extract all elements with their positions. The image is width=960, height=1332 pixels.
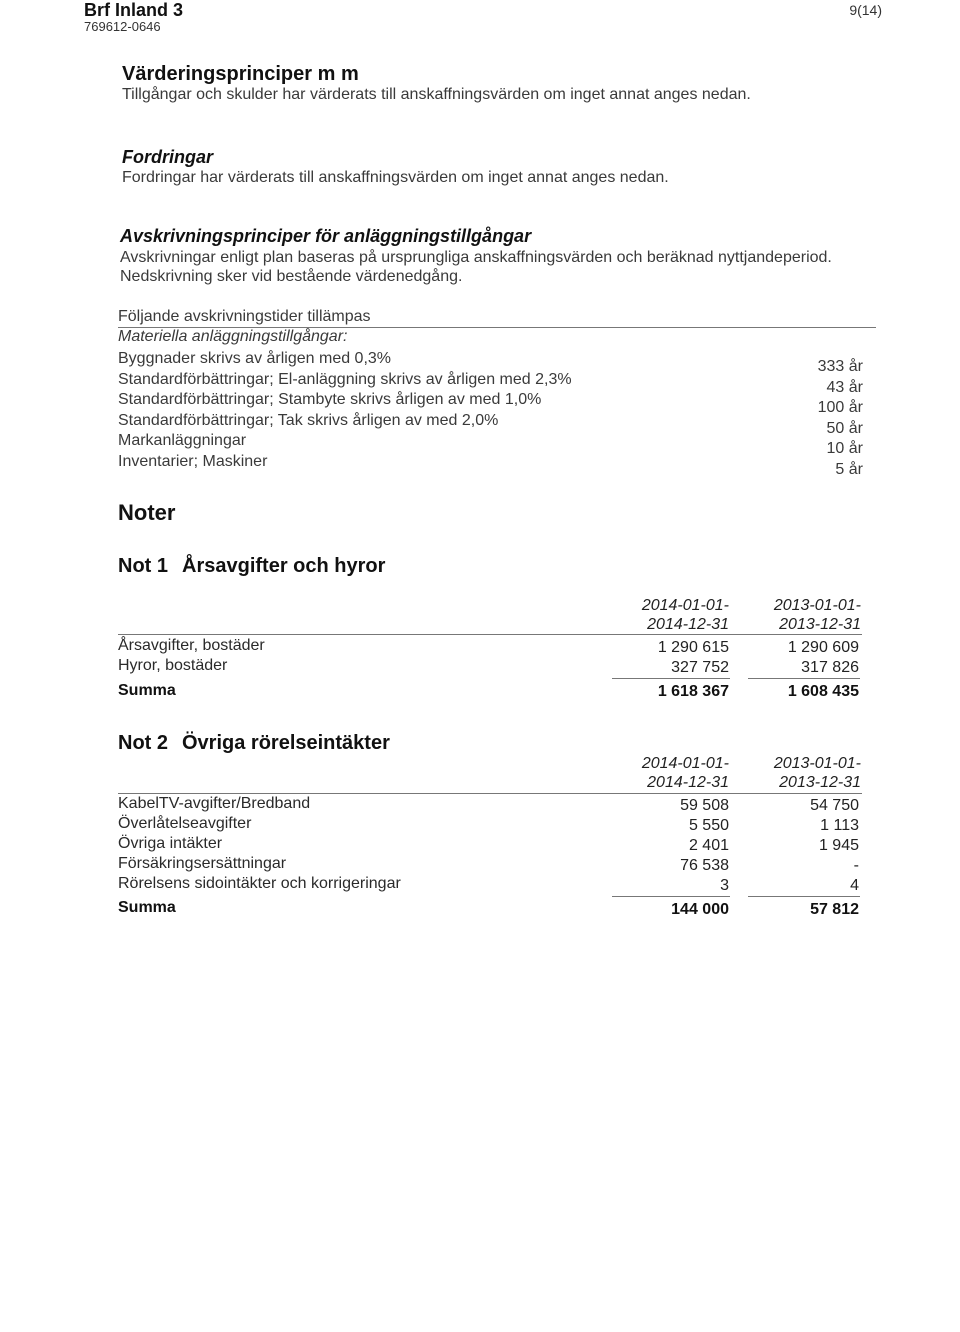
table-cell-2014: 327 752	[671, 659, 729, 676]
period-value: 50 år	[826, 419, 863, 437]
table-cell-2013: 54 750	[810, 797, 859, 814]
note1-col-2013-end: 2013-12-31	[779, 616, 861, 633]
divider	[118, 634, 862, 635]
period-value: 333 år	[817, 358, 863, 375]
table-cell-2014: 59 508	[680, 797, 729, 814]
valuation-heading: Värderingsprinciper m m	[122, 63, 359, 85]
note2-col-2013-start: 2013-01-01-	[773, 755, 861, 772]
note2-col-2013-end: 2013-12-31	[779, 774, 861, 791]
period-label: Standardförbättringar; Stambyte skrivs årligen av med 1,0%	[118, 391, 542, 408]
note1-heading	[118, 555, 385, 578]
page-number: 9(14)	[849, 2, 882, 18]
table-row-label: Årsavgifter, bostäder	[118, 637, 265, 654]
receivables-text: Fordringar har värderats till anskaffningsvärden om inget annat anges nedan.	[122, 169, 669, 186]
table-cell-2014: 3	[720, 877, 729, 894]
period-value: 43 år	[826, 378, 863, 396]
period-value: 10 år	[826, 440, 863, 457]
note1-number: Not 1	[118, 555, 168, 577]
table-cell-2014: 2 401	[688, 837, 729, 854]
period-label: Markanläggningar	[118, 432, 247, 449]
receivables-heading: Fordringar	[122, 147, 214, 167]
note2-sum-label: Summa	[118, 899, 176, 916]
period-label: Standardförbättringar; El-anläggning skrivs av årligen med 2,3%	[118, 370, 572, 388]
table-cell-2013: 317 826	[801, 659, 859, 676]
note2-sum-2013: 57 812	[810, 901, 859, 918]
table-row-label: Övriga intäkter	[118, 835, 223, 852]
note1-col-2013-start: 2013-01-01-	[773, 597, 861, 614]
divider	[748, 896, 860, 897]
note2-col-2014-end: 2014-12-31	[647, 774, 729, 791]
list-item	[118, 452, 863, 478]
depreciation-periods-intro: Följande avskrivningstider tillämpas	[118, 308, 371, 325]
table-cell-2014: 76 538	[680, 857, 729, 874]
list-item	[118, 391, 863, 416]
table-cell-2013: 4	[850, 877, 859, 894]
table-cell-2013: 1 290 609	[787, 639, 859, 656]
divider	[748, 678, 860, 679]
organization-number: 769612-0646	[84, 19, 161, 34]
note1-sum-2014: 1 618 367	[657, 683, 729, 700]
note1-col-2014-end: 2014-12-31	[647, 616, 729, 633]
depreciation-category: Materiella anläggningstillgångar:	[118, 328, 348, 345]
table-cell-2013: -	[853, 857, 859, 874]
table-cell-2014: 5 550	[688, 817, 729, 834]
notes-heading: Noter	[118, 500, 176, 525]
table-cell-2013: 1 113	[820, 817, 859, 834]
note2-col-2014-start: 2014-01-01-	[641, 755, 729, 772]
list-item	[118, 411, 863, 437]
list-item	[118, 370, 863, 396]
period-value: 5 år	[835, 460, 863, 478]
table-cell-2014: 1 290 615	[657, 639, 729, 656]
divider	[612, 678, 730, 679]
note2-heading	[118, 732, 390, 755]
table-row-label: KabelTV-avgifter/Bredband	[118, 795, 311, 812]
period-label: Byggnader skrivs av årligen med 0,3%	[118, 350, 392, 367]
depreciation-text-line2: Nedskrivning sker vid bestående värdenedgång.	[120, 268, 463, 285]
table-row-label: Rörelsens sidointäkter och korrigeringar	[118, 875, 401, 892]
note1-col-2014-start: 2014-01-01-	[641, 597, 729, 614]
divider	[612, 896, 730, 897]
table-row-label: Hyror, bostäder	[118, 657, 228, 674]
list-item	[118, 350, 863, 375]
organization-name: Brf Inland 3	[84, 0, 184, 20]
note1-title: Årsavgifter och hyror	[182, 555, 386, 577]
note1-sum-2013: 1 608 435	[787, 683, 859, 700]
period-label: Standardförbättringar; Tak skrivs årligen av med 2,0%	[118, 411, 499, 429]
note2-title: Övriga rörelseintäkter	[182, 732, 390, 754]
depreciation-periods-list	[118, 350, 863, 478]
period-value: 100 år	[817, 399, 863, 416]
table-cell-2013: 1 945	[818, 837, 859, 854]
list-item	[118, 432, 863, 457]
table-row-label: Försäkringsersättningar	[118, 855, 287, 872]
note2-number: Not 2	[118, 732, 168, 754]
note2-sum-2014: 144 000	[671, 901, 729, 918]
divider	[118, 793, 862, 794]
period-label: Inventarier; Maskiner	[118, 452, 268, 470]
valuation-text: Tillgångar och skulder har värderats till anskaffningsvärden om inget annat anges nedan.	[122, 86, 751, 103]
table-row-label: Överlåtelseavgifter	[118, 815, 252, 832]
depreciation-text-line1: Avskrivningar enligt plan baseras på ursprungliga anskaffningsvärden och beräknad nyttjandeperiod.	[120, 249, 832, 266]
depreciation-heading: Avskrivningsprinciper för anläggningstillgångar	[120, 226, 532, 246]
note1-sum-label: Summa	[118, 682, 176, 699]
